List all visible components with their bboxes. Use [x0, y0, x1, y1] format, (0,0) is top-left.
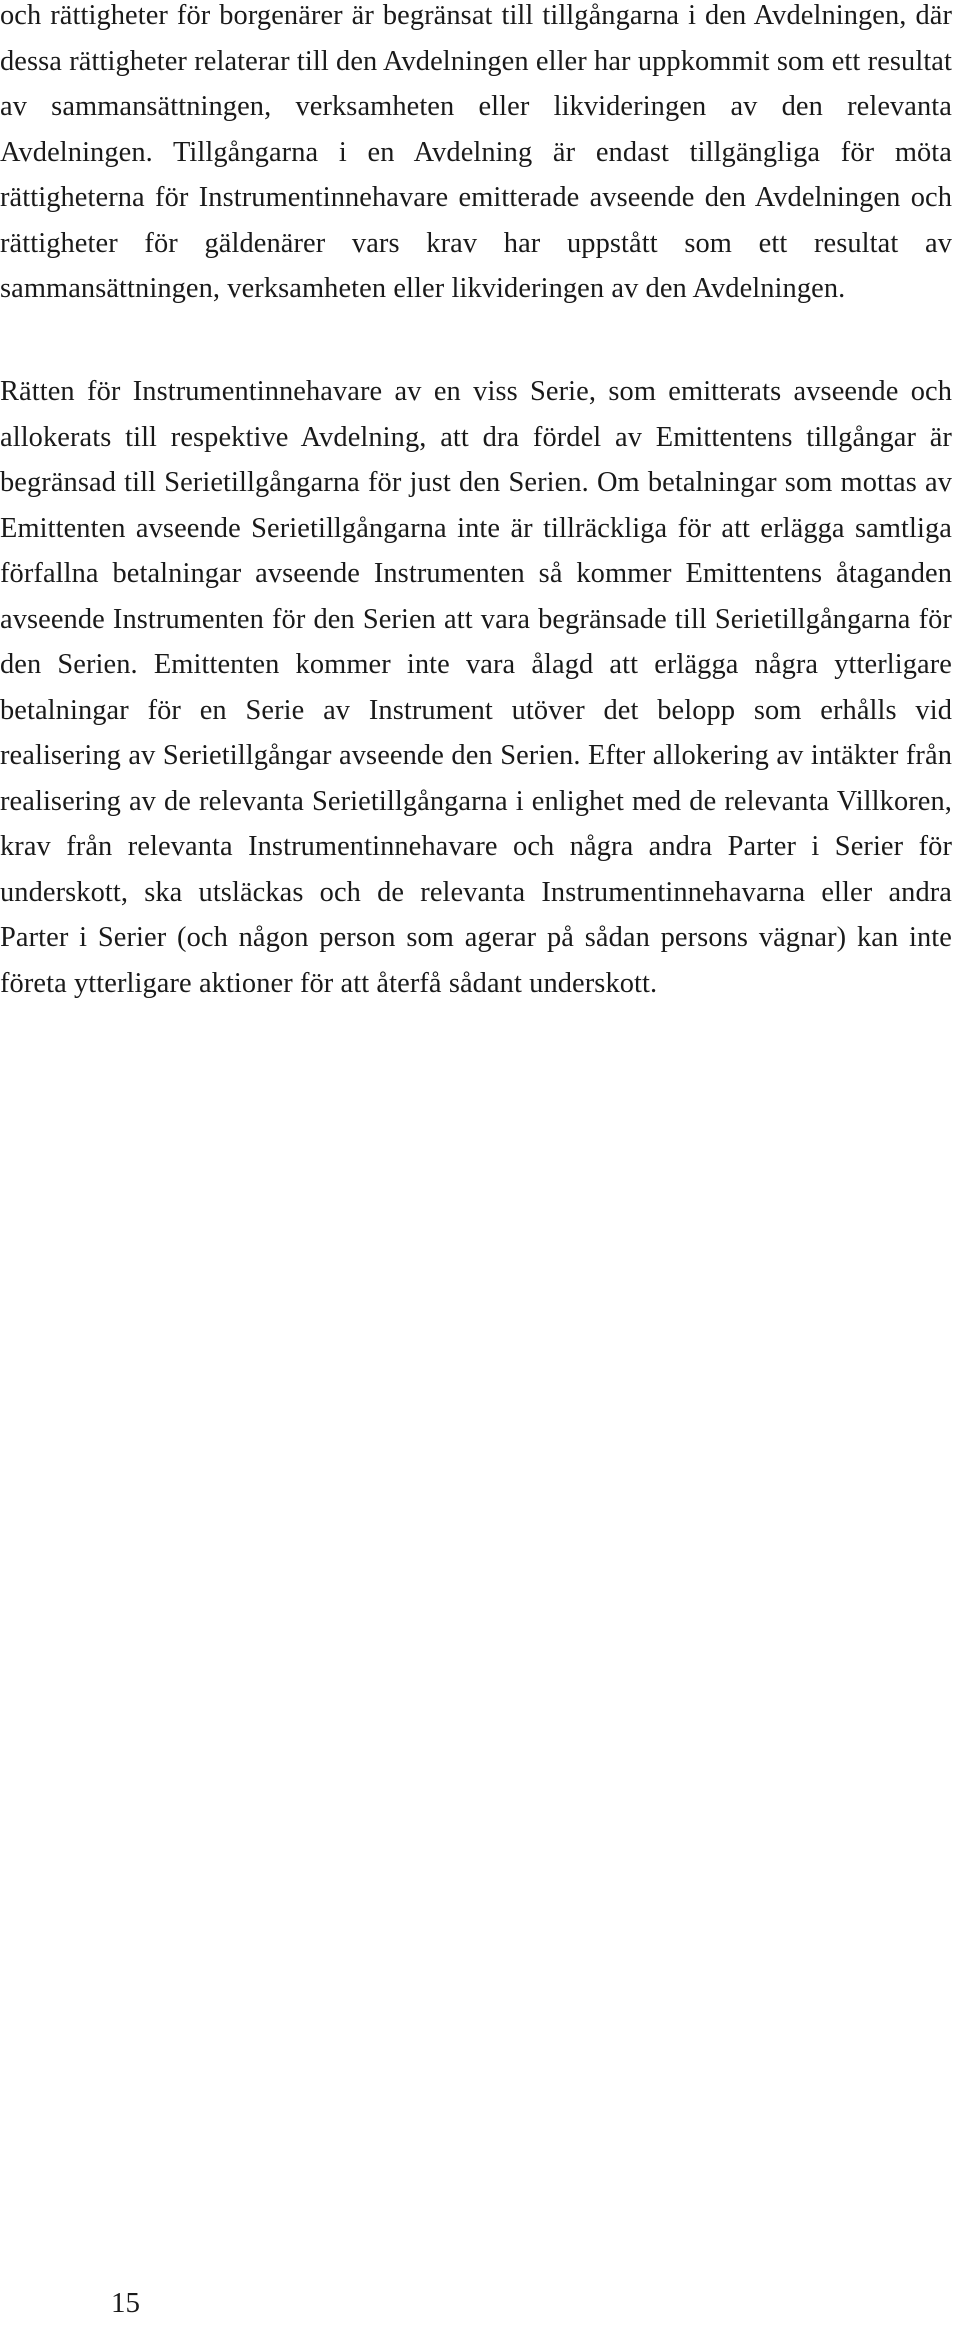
page-number: 15 [111, 2287, 140, 2319]
body-paragraph: Rätten för Instrumentinnehavare av en viss Serie, som emitterats avseende och allokerats till respektive Avdelning, att dra fördel av Emittentens tillgångar är begränsad till Serietillgångarna för just den Serien. Om betalningar som mottas av Emittenten avseende Serietillgångarna inte är tillräckliga för att erlägga samtliga förfallna betalningar avseende Instrumenten så kommer Emittentens åtaganden avseende Instrumenten för den Serien att vara begränsade till Serietillgångarna för den Serien. Emittenten kommer inte vara ålagd att erlägga några ytterligare betalningar för en Serie av Instrument utöver det belopp som erhålls vid realisering av Serietillgångar avseende den Serien. Efter allokering av intäkter från realisering av de relevanta Serietillgångarna i enlighet med de relevanta Villkoren, krav från relevanta Instrumentinnehavare och några andra Parter i Serier för underskott, ska utsläckas och de relevanta Instrumentinnehavarna eller andra Parter i Serier (och någon person som agerar på sådan persons vägnar) kan inte företa ytterligare aktioner för att återfå sådant underskott. [0, 376, 952, 999]
body-paragraph: och rättigheter för borgenärer är begränsat till tillgångarna i den Avdelningen, där dessa rättigheter relaterar till den Avdelningen eller har uppkommit som ett resultat av sammansättningen, verksamheten eller likvideringen av den relevanta Avdelningen. Tillgångarna i en Avdelning är endast tillgängliga för möta rättigheterna för Instrumentinnehavare emitterade avseende den Avdelningen och rättigheter för gäldenärer vars krav har uppstått som ett resultat av sammansättningen, verksamheten eller likvideringen av den Avdelningen. [0, 0, 952, 304]
